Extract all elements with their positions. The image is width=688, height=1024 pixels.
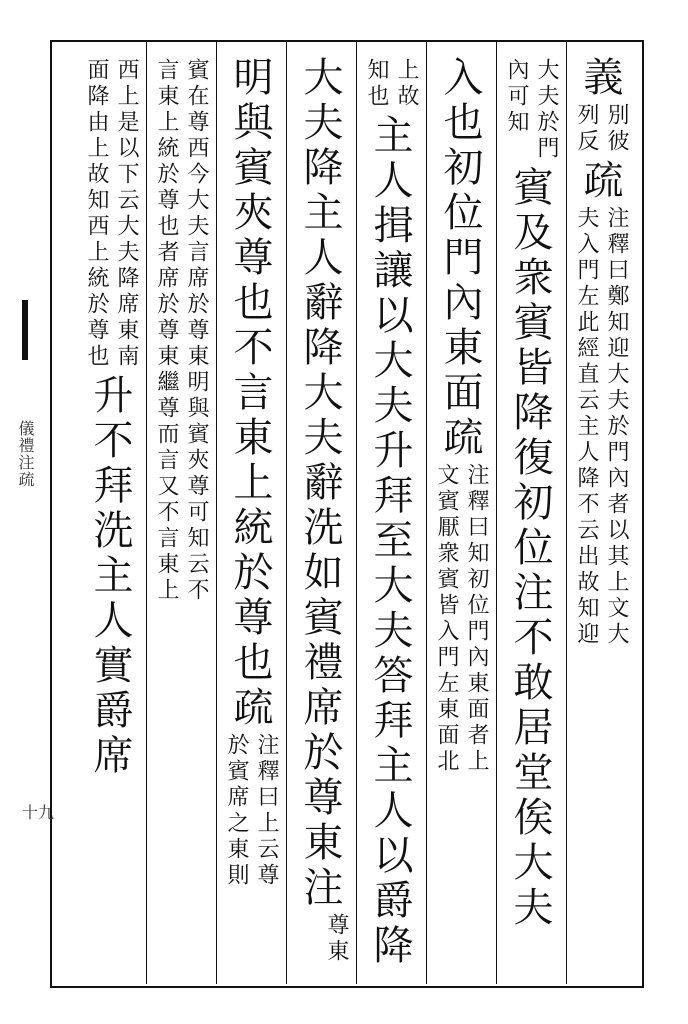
column-rule [146,40,147,984]
column-rule [496,40,497,984]
commentary-text: 內可知 [504,58,529,136]
commentary-text: 賓在尊西今大夫言席於尊東明與賓夾尊可知云不 [184,58,209,604]
commentary-text: 西上是以下云大夫降席東南 [114,58,139,370]
column-rule [426,40,427,984]
commentary-text: 尊東 [324,913,349,965]
commentary-text: 列反 [574,103,599,155]
main-text: 賓及衆賓皆降復初位注不敢居堂俟大夫 [507,166,553,931]
edge-label: 儀禮注疏 [16,420,35,488]
commentary-text: 於賓席之東則 [224,733,249,889]
main-text: 大夫降主人辭降大夫辭洗如賓禮席於尊東注 [297,56,343,911]
commentary-text: 別彼 [604,103,629,155]
column-rule [566,40,567,984]
main-text: 入也初位門內東面疏 [437,56,483,461]
commentary-text: 注釋曰鄭知迎大夫於門內者以其上文大 [604,206,629,648]
commentary-text: 上故 [394,58,419,110]
main-text: 升不拜洗主人實爵席 [87,374,133,779]
commentary-text: 面降由上故知西上統於尊也 [84,58,109,370]
page-border [50,40,644,988]
column-rule [286,40,287,984]
column-rule [356,40,357,984]
main-text: 明與賓夾尊也不言東上統於尊也疏 [227,56,273,731]
page-number: 十九 [22,803,55,822]
commentary-text: 知也 [364,58,389,110]
fold-mark [22,300,50,360]
commentary-text: 夫入門左此經直云主人降不云出故知迎 [574,206,599,648]
commentary-text: 文賓厭衆賓皆入門左東面北 [434,463,459,775]
main-text: 主人揖讓以大夫升拜至大夫答拜主人以爵降 [367,114,413,969]
commentary-text: 注釋曰上云尊 [254,733,279,889]
main-text: 義 [577,56,623,101]
commentary-text: 注釋曰知初位門內東面者上 [464,463,489,775]
commentary-text: 言東上統於尊也者席於尊東繼尊而言又不言東上 [154,58,179,604]
commentary-text: 大夫於門 [534,58,559,162]
column-rule [216,40,217,984]
main-text: 疏 [577,159,623,204]
